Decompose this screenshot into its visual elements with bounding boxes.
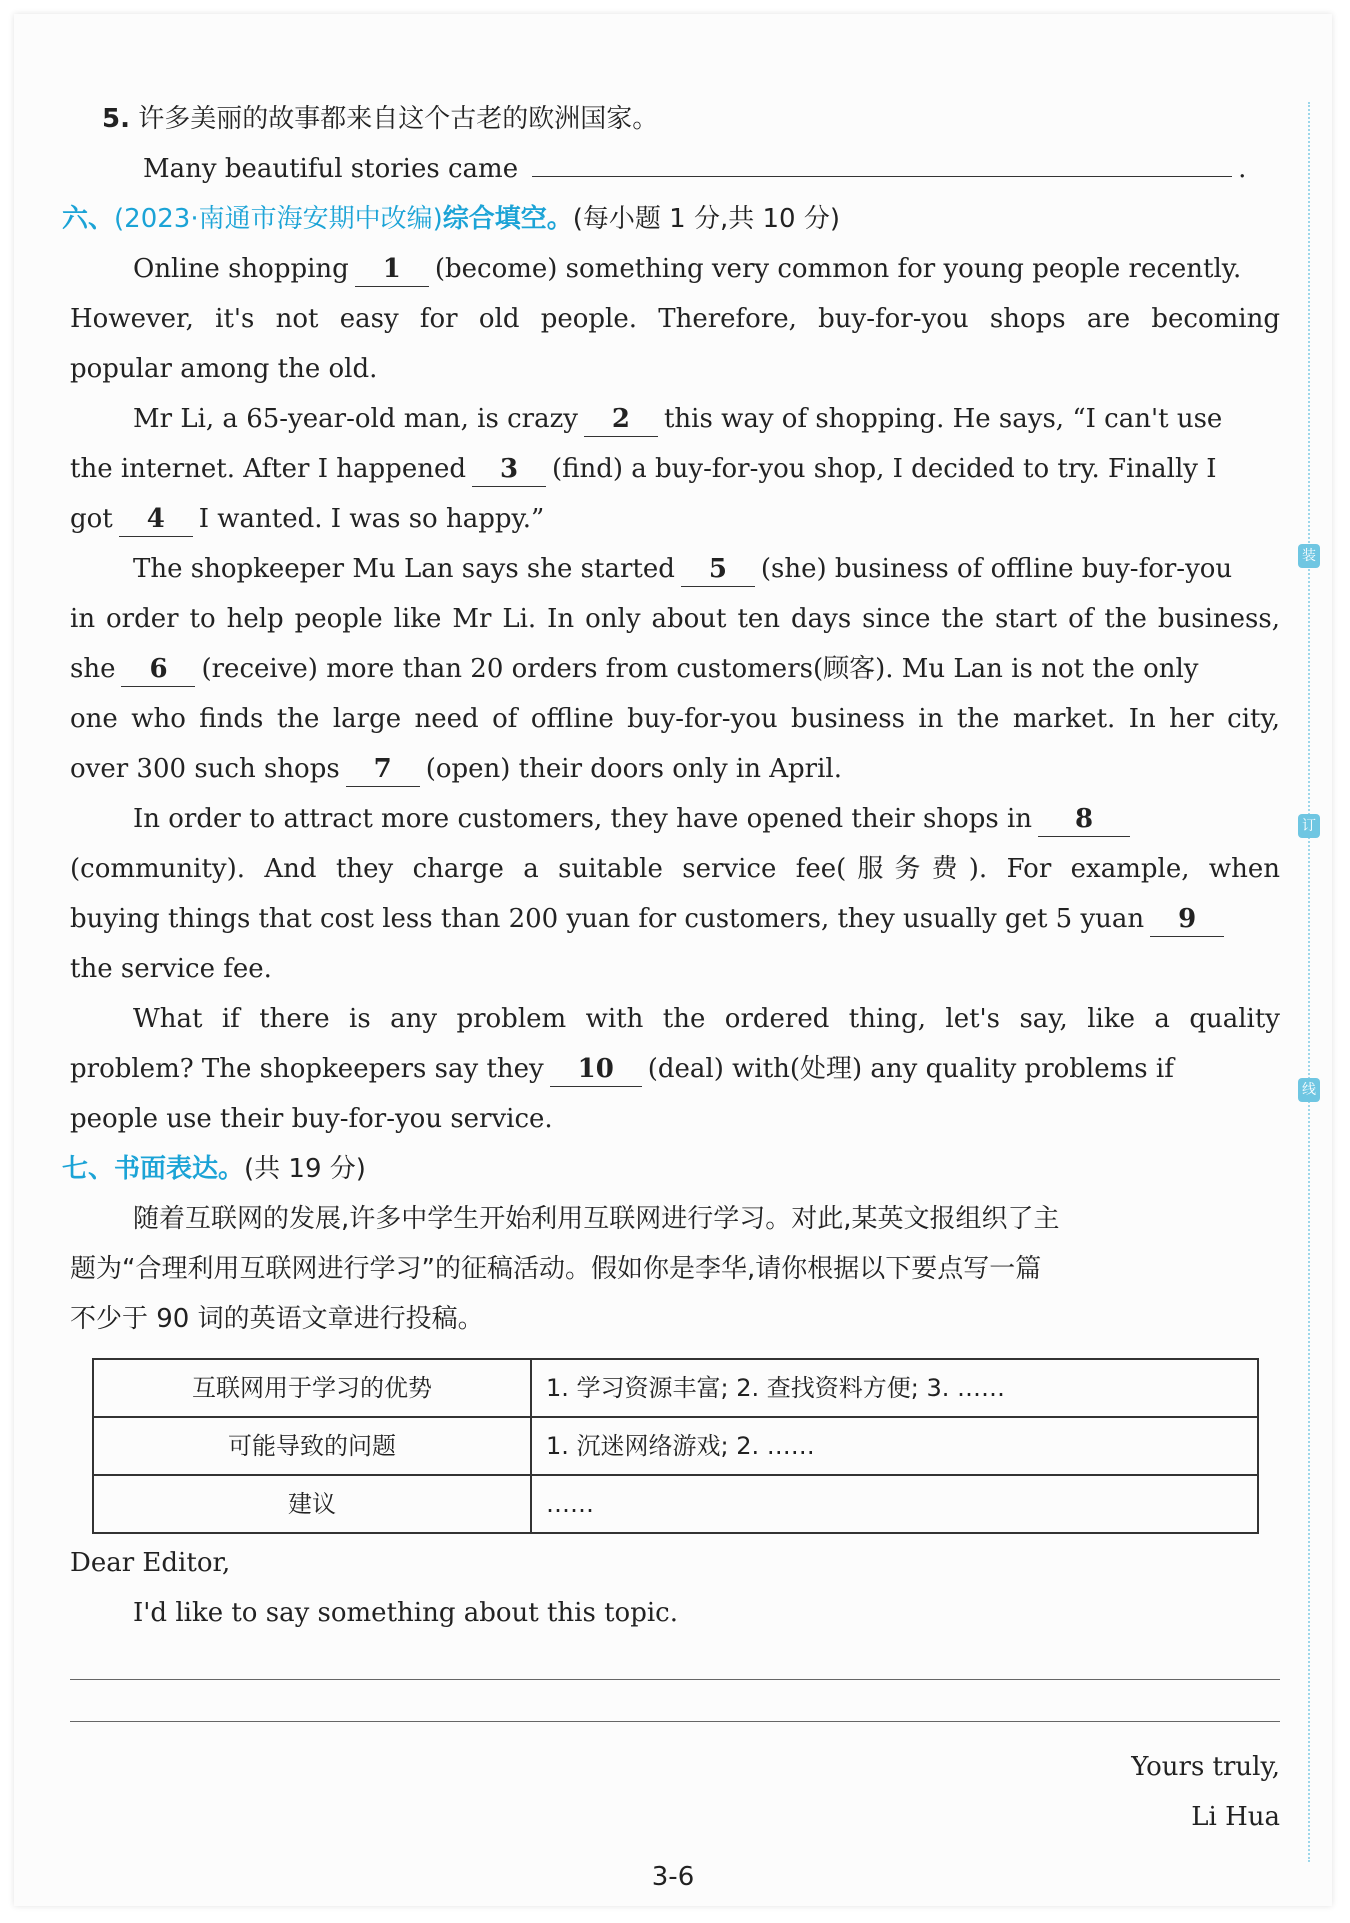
item5-sentence-start: Many beautiful stories came	[143, 154, 519, 184]
binding-tab-3: 线	[1298, 1078, 1320, 1102]
text-run: In order to attract more customers, they have opened their shops in	[133, 804, 1033, 834]
text-run: (she) business of offline buy-for-you	[760, 554, 1233, 584]
blank-7[interactable]: 7	[346, 752, 420, 787]
passage-line	[70, 494, 1280, 544]
blank-5[interactable]: 5	[681, 552, 755, 587]
passage-line	[70, 794, 1280, 844]
writing-points-table	[92, 1358, 1259, 1534]
table-content: 1. 沉迷网络游戏; 2. ……	[531, 1417, 1258, 1475]
text-run: Mr Li, a 65-year-old man, is crazy	[133, 404, 578, 434]
passage-line	[70, 744, 1280, 794]
item5-english	[70, 144, 1280, 194]
letter-signature: Li Hua	[1191, 1802, 1280, 1832]
text-run: What if there is any problem with the ordered thing, let's say, like a quality	[133, 1004, 1280, 1034]
blank-8[interactable]: 8	[1038, 802, 1130, 837]
section7-intro	[70, 1244, 1280, 1294]
table-row	[93, 1417, 1258, 1475]
blank-1[interactable]: 1	[355, 252, 429, 287]
text-run: the service fee.	[70, 954, 272, 984]
blank-2[interactable]: 2	[584, 402, 658, 437]
section7-name: 七、书面表达。	[62, 1154, 245, 1184]
table-label: 建议	[93, 1475, 531, 1533]
text-run: However, it's not easy for old people. Therefore, buy-for-you shops are becoming	[70, 304, 1280, 334]
binding-tab-1: 装	[1298, 544, 1320, 568]
letter-greeting: Dear Editor,	[70, 1548, 231, 1578]
section7-intro	[70, 1194, 1280, 1244]
text-run: (open) their doors only in April.	[425, 754, 842, 784]
passage-line	[70, 944, 1280, 994]
page-number: 3-6	[651, 1862, 695, 1892]
item5-chinese	[70, 94, 1280, 144]
worksheet-page	[14, 14, 1332, 1906]
text-run: 随着互联网的发展,许多中学生开始利用互联网进行学习。对此,某英文报组织了主	[133, 1204, 1060, 1234]
text-run: in order to help people like Mr Li. In only about ten days since the start of the business,	[70, 604, 1280, 634]
text-run: over 300 such shops	[70, 754, 340, 784]
text-run: (deal) with(处理) any quality problems if	[647, 1054, 1174, 1084]
blank-10[interactable]: 10	[550, 1052, 642, 1087]
section6-points: (每小题 1 分,共 10 分)	[572, 204, 841, 234]
text-run: got	[70, 504, 113, 534]
worksheet-content	[62, 94, 1280, 1842]
passage-line	[70, 994, 1280, 1044]
passage-line	[70, 544, 1280, 594]
text-run: 不少于 90 词的英语文章进行投稿。	[70, 1304, 484, 1334]
passage-line	[70, 894, 1280, 944]
item5-prompt: 许多美丽的故事都来自这个古老的欧洲国家。	[138, 104, 659, 134]
text-run: (receive) more than 20 orders from customers(顾客). Mu Lan is not the only	[201, 654, 1199, 684]
blank-3[interactable]: 3	[472, 452, 546, 487]
item-number: 5.	[102, 104, 130, 134]
text-run: I wanted. I was so happy.”	[198, 504, 545, 534]
item5-end-mark: .	[1238, 154, 1247, 184]
text-run: (community). And they charge a suitable service fee(服务费). For example, when	[70, 854, 1280, 884]
passage-line	[70, 694, 1280, 744]
text-run: Online shopping	[133, 254, 349, 284]
table-label: 可能导致的问题	[93, 1417, 531, 1475]
text-run: The shopkeeper Mu Lan says she started	[133, 554, 675, 584]
passage-line	[70, 244, 1280, 294]
text-run: the internet. After I happened	[70, 454, 466, 484]
text-run: problem? The shopkeepers say they	[70, 1054, 544, 1084]
text-run: (become) something very common for young people recently.	[434, 254, 1242, 284]
passage-line	[70, 594, 1280, 644]
section7-intro	[70, 1294, 1280, 1344]
section6-source: (2023·南通市海安期中改编)	[114, 204, 443, 234]
letter-closing: Yours truly,	[1131, 1752, 1280, 1782]
binding-line	[1308, 102, 1310, 1862]
letter-opening: I'd like to say something about this topic.	[133, 1598, 678, 1628]
text-run: popular among the old.	[70, 354, 378, 384]
table-row	[93, 1475, 1258, 1533]
table-content: 1. 学习资源丰富; 2. 查找资料方便; 3. ……	[531, 1359, 1258, 1417]
text-run: she	[70, 654, 116, 684]
text-run: (find) a buy-for-you shop, I decided to try. Finally I	[551, 454, 1217, 484]
section6-heading	[62, 194, 1280, 244]
passage-line	[70, 844, 1280, 894]
text-run: 题为“合理利用互联网进行学习”的征稿活动。假如你是李华,请你根据以下要点写一篇	[70, 1254, 1042, 1284]
text-run: one who finds the large need of offline buy-for-you business in the market. In her city,	[70, 704, 1280, 734]
section6-name: 综合填空。	[442, 204, 573, 234]
passage-line	[70, 644, 1280, 694]
item5-answer-blank[interactable]	[532, 176, 1232, 177]
passage-line	[70, 394, 1280, 444]
blank-4[interactable]: 4	[119, 502, 193, 537]
blank-9[interactable]: 9	[1150, 902, 1224, 937]
section6-number: 六、	[62, 204, 115, 234]
table-content: ……	[531, 1475, 1258, 1533]
passage-line	[70, 1094, 1280, 1144]
passage-line	[70, 344, 1280, 394]
section7-heading	[62, 1144, 1280, 1194]
passage-line	[70, 444, 1280, 494]
table-label: 互联网用于学习的优势	[93, 1359, 531, 1417]
text-run: this way of shopping. He says, “I can't use	[663, 404, 1223, 434]
section7-points: (共 19 分)	[244, 1154, 366, 1184]
passage-line	[70, 1044, 1280, 1094]
binding-tab-2: 订	[1298, 814, 1320, 838]
table-row	[93, 1359, 1258, 1417]
text-run: buying things that cost less than 200 yuan for customers, they usually get 5 yuan	[70, 904, 1145, 934]
passage-line	[70, 294, 1280, 344]
blank-6[interactable]: 6	[121, 652, 195, 687]
text-run: people use their buy-for-you service.	[70, 1104, 553, 1134]
